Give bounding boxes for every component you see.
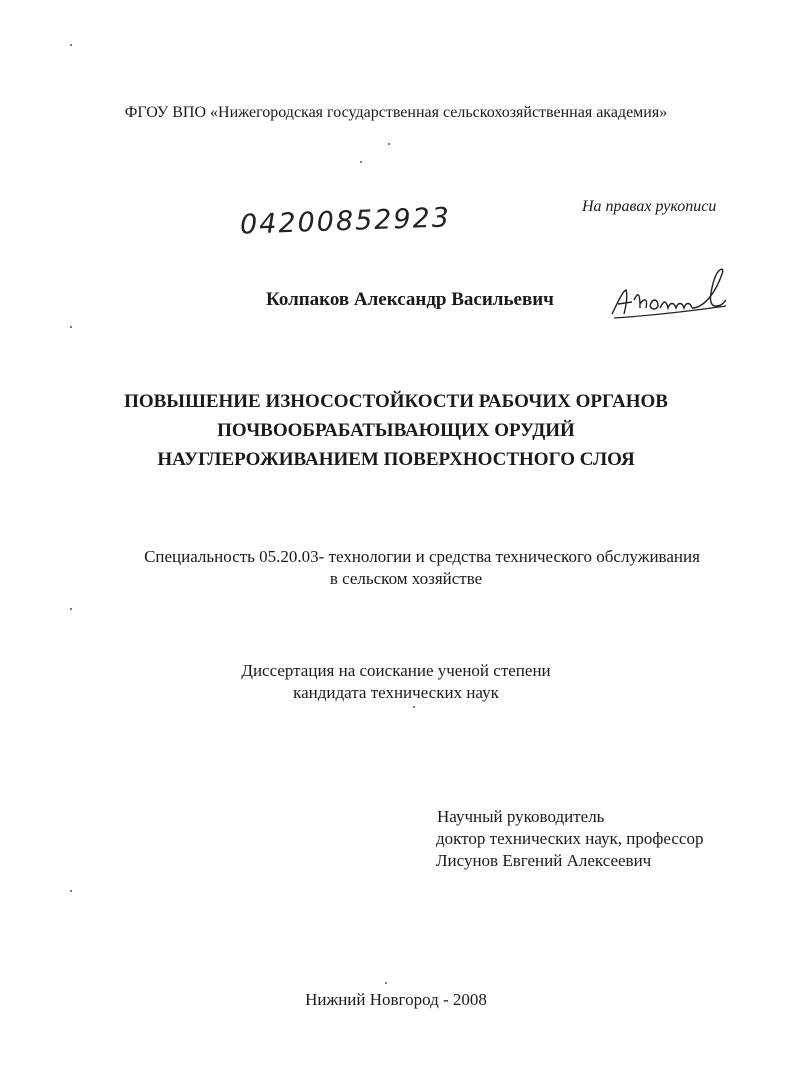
manuscript-rights-note: На правах рукописи	[582, 198, 717, 215]
scan-speck	[70, 326, 72, 328]
advisor-role: Научный руководитель	[437, 807, 605, 826]
advisor-block	[436, 806, 703, 872]
advisor-name: Лисунов Евгений Алексеевич	[436, 851, 652, 870]
handwritten-registration-number: 04200852923	[239, 202, 452, 241]
dissertation-title	[0, 387, 792, 474]
scan-speck	[70, 890, 72, 892]
title-line-2: ПОЧВООБРАБАТЫВАЮЩИХ ОРУДИЙ	[217, 420, 575, 441]
scan-speck	[360, 161, 362, 163]
scan-speck	[70, 608, 72, 610]
scan-speck	[385, 982, 387, 984]
degree-line-1: Диссертация на соискание ученой степени	[241, 661, 551, 680]
specialty-block	[0, 546, 792, 590]
specialty-line-2: в сельском хозяйстве	[329, 569, 483, 588]
scan-speck	[388, 143, 390, 145]
signature-icon	[604, 262, 734, 322]
title-line-3: НАУГЛЕРОЖИВАНИЕМ ПОВЕРХНОСТНОГО СЛОЯ	[157, 449, 635, 470]
degree-line-2: кандидата технических наук	[293, 683, 499, 702]
specialty-line-1: Специальность 05.20.03- технологии и средства технического обслуживания	[144, 547, 700, 566]
institution-header: ФГОУ ВПО «Нижегородская государственная сельскохозяйственная академия»	[124, 104, 668, 121]
city-year: Нижний Новгород - 2008	[305, 990, 487, 1009]
author-name: Колпаков Александр Васильевич	[266, 289, 554, 310]
scan-speck	[413, 706, 415, 708]
degree-block	[0, 660, 792, 704]
scan-speck	[70, 44, 72, 46]
advisor-degree: доктор технических наук, профессор	[436, 829, 704, 848]
title-line-1: ПОВЫШЕНИЕ ИЗНОСОСТОЙКОСТИ РАБОЧИХ ОРГАНОВ	[124, 391, 668, 412]
